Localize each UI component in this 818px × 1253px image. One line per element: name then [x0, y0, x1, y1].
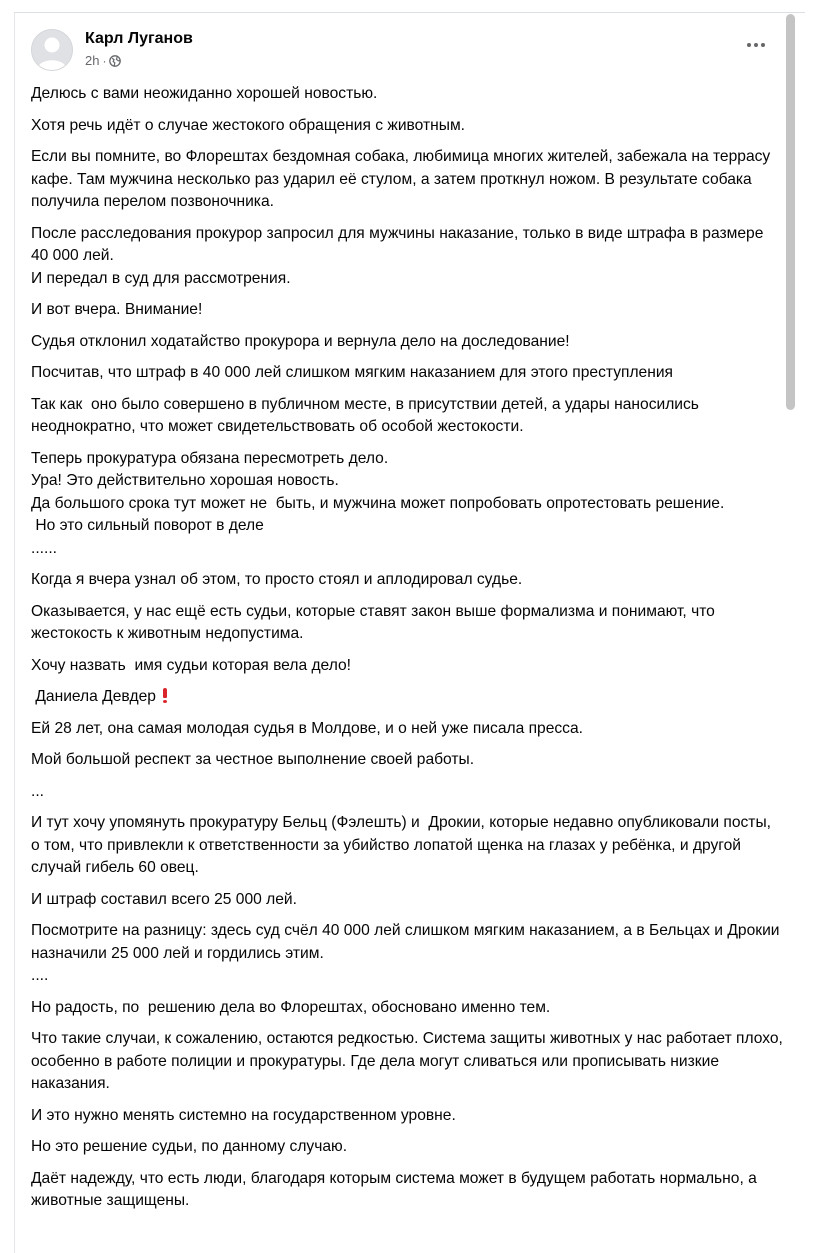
- post-paragraph: Хочу назвать имя судьи которая вела дело!: [31, 656, 351, 674]
- post-time[interactable]: 2h: [85, 53, 100, 68]
- post-paragraph: Когда я вчера узнал об этом, то просто стоял и аплодировал судье.: [31, 571, 523, 588]
- author-name[interactable]: Карл Луганов: [85, 30, 193, 47]
- post-paragraph: Делюсь с вами неожиданно хорошей новостью.: [31, 85, 378, 102]
- post-paragraph: Хотя речь идёт о случае жестокого обращения с животным.: [31, 116, 465, 134]
- post-paragraph: Посчитав, что штраф в 40 000 лей слишком мягким наказанием для этого преступления: [31, 364, 673, 381]
- post-paragraph: Даёт надежду, что есть люди, благодаря которым система может в будущем работать нормально, а животные защищены.: [31, 1169, 762, 1209]
- post-paragraph: Судья отклонил ходатайство прокурора и вернула дело на доследование!: [31, 332, 570, 350]
- post-card: [14, 12, 805, 1253]
- post-paragraph: Но это решение судьи, по данному случаю.: [31, 1138, 348, 1155]
- post-paragraph: И штраф составил всего 25 000 лей.: [31, 890, 297, 908]
- post-paragraph: Оказывается, у нас ещё есть судьи, которые ставят закон выше формализма и понимают, что жестокость к животным недопустима.: [31, 602, 720, 642]
- post-paragraph: Посмотрите на разницу: здесь суд счёл 40 000 лей слишком мягким наказанием, а в Бельцах и Дрокии назначили 25 000 лей и гордились этим. ....: [31, 922, 780, 984]
- post-paragraph: И вот вчера. Внимание!: [31, 301, 203, 318]
- post-header: [31, 27, 771, 75]
- more-horizontal-icon: [747, 43, 751, 47]
- post-paragraph: Теперь прокуратура обязана пересмотреть дело. Ура! Это действительно хорошая новость. Да большого срока тут может не быть, и мужчина может попробовать опротестовать решение. Но это сильный поворот в деле ......: [31, 449, 725, 557]
- post-paragraph: Даниела Девдер: [31, 686, 783, 709]
- more-options-button[interactable]: [741, 33, 771, 57]
- scrollbar-thumb[interactable]: [786, 14, 795, 410]
- post-body: [31, 83, 788, 1222]
- meta-separator: ·: [102, 53, 107, 68]
- globe-icon: [109, 55, 121, 67]
- post-paragraph: Мой большой респект за честное выполнение своей работы.: [31, 751, 475, 768]
- post-paragraph: Ей 28 лет, она самая молодая судья в Молдове, и о ней уже писала пресса.: [31, 719, 583, 737]
- post-paragraph: После расследования прокурор запросил для мужчины наказание, только в виде штрафа в размере 40 000 лей. И передал в суд для рассмотрения.: [31, 224, 764, 287]
- post-paragraph: И тут хочу упомянуть прокуратуру Бельц (Фэлешть) и Дрокии, которые недавно опубликовали посты, о том, что привлекли к ответственности за убийство лопатой щенка на глазах у ребёнка, и другой случай гибель 60 овец.: [31, 814, 776, 876]
- post-paragraph: Что такие случаи, к сожалению, остаются редкостью. Система защиты животных у нас работает плохо, особенно в работе полиции и прокуратуры. Где дела могут сливаться или прописывать низкие наказания.: [31, 1030, 788, 1092]
- post-paragraph: Но радость, по решению дела во Флорештах, обосновано именно тем.: [31, 998, 551, 1016]
- post-paragraph: ...: [31, 782, 44, 800]
- default-profile-avatar-icon: [32, 30, 72, 70]
- post-paragraph: И это нужно менять системно на государственном уровне.: [31, 1106, 456, 1124]
- red-exclamation-icon: [163, 688, 167, 702]
- avatar[interactable]: [31, 29, 73, 71]
- post-meta: [85, 53, 121, 68]
- post-paragraph: Если вы помните, во Флорештах бездомная собака, любимица многих жителей, забежала на террасу кафе. Там мужчина несколько раз ударил её стулом, а затем проткнул ножом. В результате собака получила перелом позвоночника.: [31, 148, 775, 210]
- post-paragraph: Так как оно было совершено в публичном месте, в присутствии детей, а удары наносились неоднократно, что может свидетельствовать об особой жестокости.: [31, 395, 704, 435]
